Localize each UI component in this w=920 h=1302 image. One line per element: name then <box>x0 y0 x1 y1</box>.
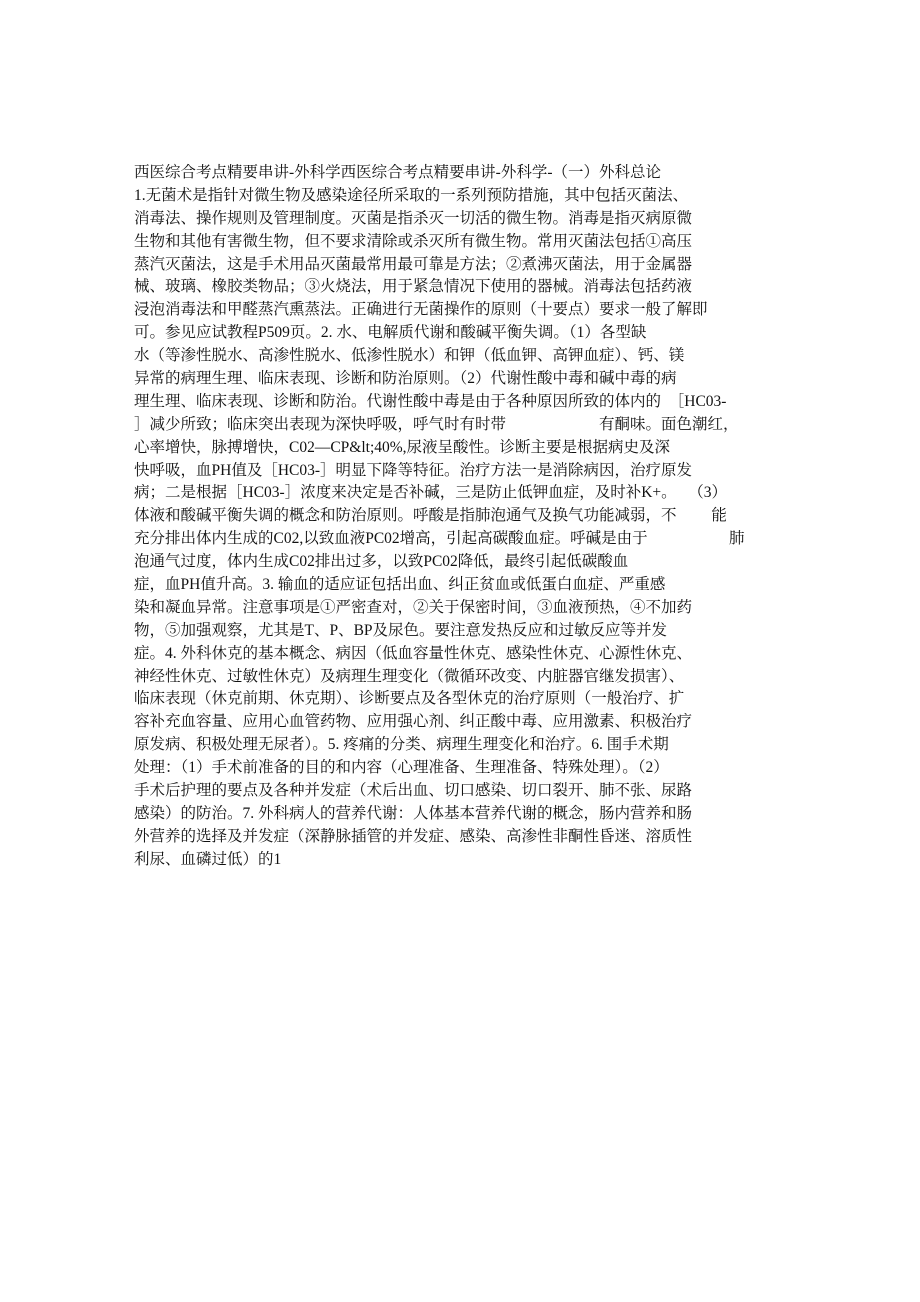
text-line: 利尿、血磷过低）的1 <box>134 850 282 868</box>
text-line: 水（等渗性脱水、高渗性脱水、低渗性脱水）和钾（低血钾、高钾血症）、钙、镁 <box>134 347 685 365</box>
text-line: 消毒法、操作规则及管理制度。灭菌是指杀灭一切活的微生物。消毒是指灭病原微 <box>134 209 693 227</box>
text-line: 快呼吸，血PH值及［HC03-］明显下降等特征。治疗方法一是消除病因，治疗原发 <box>134 461 693 479</box>
text-line: 神经性休克、过敏性休克）及病理生理变化（微循环改变、内脏器官继发损害）、 <box>134 667 685 685</box>
text-line: 异常的病理生理、临床表现、诊断和防治原则。（2）代谢性酸中毒和碱中毒的病 <box>134 370 677 388</box>
text-line: 心率增快，脉搏增快，C02—CP&lt;40%,尿液呈酸性。诊断主要是根据病史及深 <box>134 438 671 456</box>
text-line: 临床表现（休克前期、休克期）、诊断要点及各型休克的治疗原则（一般治疗、扩 <box>134 690 685 708</box>
text-line: 1.无菌术是指针对微生物及感染途径所采取的一系列预防措施，其中包括灭菌法、 <box>134 186 689 204</box>
document-body-text <box>134 162 794 872</box>
text-line: 浸泡消毒法和甲醛蒸汽熏蒸法。正确进行无菌操作的原则（十要点）要求一般了解即 <box>134 301 708 319</box>
text-line: 染和凝血异常。注意事项是①严密查对，②关于保密时间，③血液预热，④不加药 <box>134 598 693 616</box>
text-line: 可。参见应试教程P509页。2. 水、电解质代谢和酸碱平衡失调。（1）各型缺 <box>134 324 647 342</box>
text-line: 处理：（1）手术前准备的目的和内容（心理准备、生理准备、特殊处理）。（2） <box>134 759 669 777</box>
text-line: 症。4. 外科休克的基本概念、病因（低血容量性休克、感染性休克、心源性休克、 <box>134 644 693 662</box>
text-line: 原发病、积极处理无尿者）。5. 疼痛的分类、病理生理变化和治疗。6. 围手术期 <box>134 736 669 754</box>
text-line: 体液和酸碱平衡失调的概念和防治原则。呼酸是指肺泡通气及换气功能减弱，不 能 <box>134 507 727 525</box>
text-line: 充分排出体内生成的C02,以致血液PC02增高，引起高碳酸血症。呼碱是由于 肺 <box>134 530 745 548</box>
text-line: 病；二是根据［HC03-］浓度来决定是否补碱，三是防止低钾血症，及时补K+。 （3） <box>134 484 728 502</box>
text-line: 手术后护理的要点及各种并发症（术后出血、切口感染、切口裂开、肺不张、尿路 <box>134 782 693 800</box>
text-line: 外营养的选择及并发症（深静脉插管的并发症、感染、高渗性非酮性昏迷、溶质性 <box>134 827 693 845</box>
text-line: ］减少所致；临床突出表现为深快呼吸，呼气时有时带 有酮味。面色潮红， <box>134 415 739 433</box>
text-line: 生物和其他有害微生物，但不要求清除或杀灭所有微生物。常用灭菌法包括①高压 <box>134 232 693 250</box>
text-line: 蒸汽灭菌法，这是手术用品灭菌最常用最可靠是方法；②煮沸灭菌法，用于金属器 <box>134 255 693 273</box>
text-line: 械、玻璃、橡胶类物品；③火烧法，用于紧急情况下使用的器械。消毒法包括药液 <box>134 278 693 296</box>
text-line: 西医综合考点精要串讲-外科学西医综合考点精要串讲-外科学-（一）外科总论 <box>134 164 661 181</box>
text-line: 物，⑤加强观察，尤其是T、P、BP及尿色。要注意发热反应和过敏反应等并发 <box>134 621 668 639</box>
text-line: 泡通气过度，体内生成C02排出过多，以致PC02降低，最终引起低碳酸血 <box>134 553 629 571</box>
text-line: 症，血PH值升高。3. 输血的适应证包括出血、纠正贫血或低蛋白血症、严重感 <box>134 576 666 594</box>
text-line: 理生理、临床表现、诊断和防治。代谢性酸中毒是由于各种原因所致的体内的 ［HC03- <box>134 392 727 410</box>
text-line: 容补充血容量、应用心血管药物、应用强心剂、纠正酸中毒、应用激素、积极治疗 <box>134 713 693 731</box>
text-line: 感染）的防治。7. 外科病人的营养代谢：人体基本营养代谢的概念，肠内营养和肠 <box>134 804 693 822</box>
